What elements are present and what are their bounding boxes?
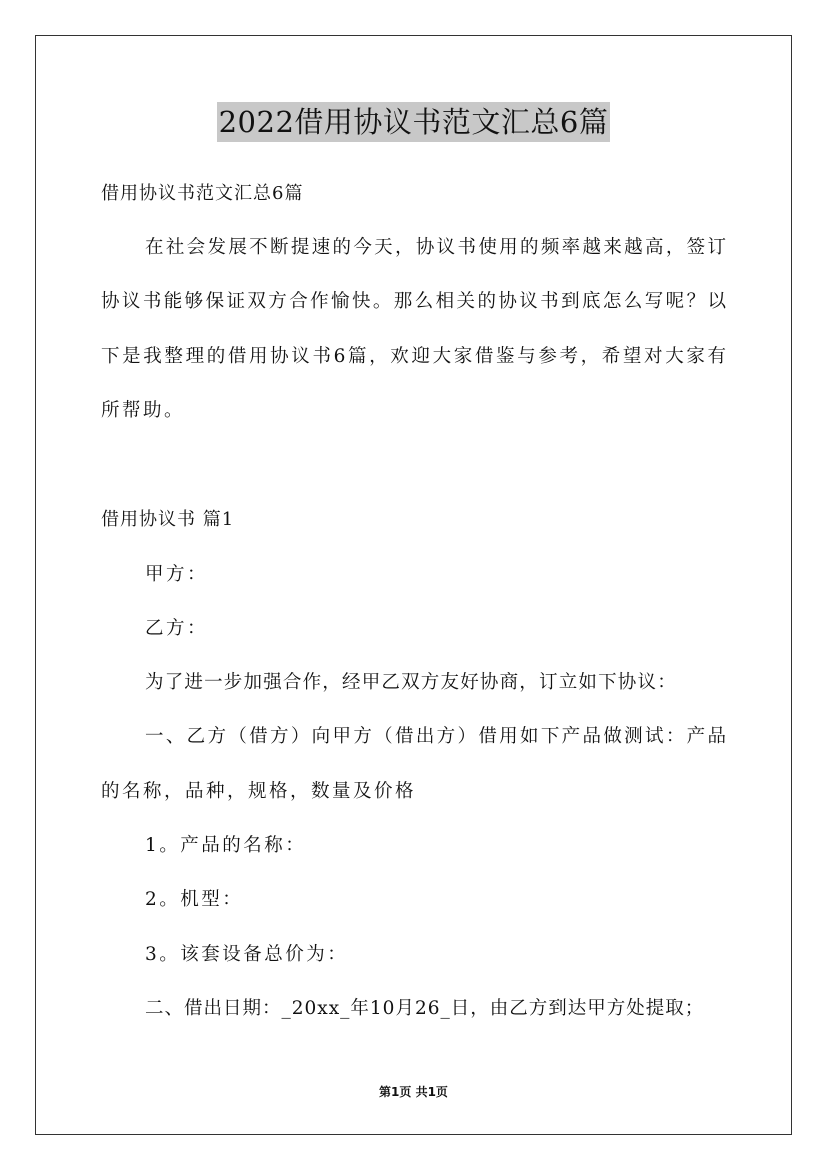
clause-1-line-1: 一、乙方（借方）向甲方（借出方）借用如下产品做测试：产品 bbox=[145, 726, 726, 747]
party-b-label: 乙方： bbox=[145, 618, 209, 639]
document-title: 2022借用协议书范文汇总6篇 bbox=[217, 102, 611, 142]
preamble-text: 为了进一步加强合作，经甲乙双方友好协商，订立如下协议： bbox=[145, 672, 677, 693]
item-1-text: 1。产品的名称： bbox=[145, 835, 307, 856]
section-heading: 借用协议书 篇1 bbox=[101, 509, 235, 530]
document-subtitle: 借用协议书范文汇总6篇 bbox=[101, 183, 304, 204]
clause-1-line-2: 的名称，品种，规格，数量及价格 bbox=[101, 781, 417, 802]
clause-2-text: 二、借出日期：_20xx_年10月26_日，由乙方到达甲方处提取； bbox=[145, 998, 705, 1019]
intro-line-3: 下是我整理的借用协议书6篇，欢迎大家借鉴与参考，希望对大家有 bbox=[101, 346, 726, 367]
intro-line-4: 所帮助。 bbox=[101, 400, 186, 421]
item-3-text: 3。该套设备总价为： bbox=[145, 944, 349, 965]
intro-line-1: 在社会发展不断提速的今天，协议书使用的频率越来越高，签订 bbox=[145, 237, 726, 258]
intro-line-2: 协议书能够保证双方合作愉快。那么相关的协议书到底怎么写呢？以 bbox=[101, 291, 726, 312]
page-number-label: 第1页 共1页 bbox=[379, 1085, 448, 1099]
item-2-text: 2。机型： bbox=[145, 889, 244, 910]
page-footer bbox=[0, 1083, 827, 1101]
title-container bbox=[0, 102, 827, 142]
party-a-label: 甲方： bbox=[145, 564, 209, 585]
